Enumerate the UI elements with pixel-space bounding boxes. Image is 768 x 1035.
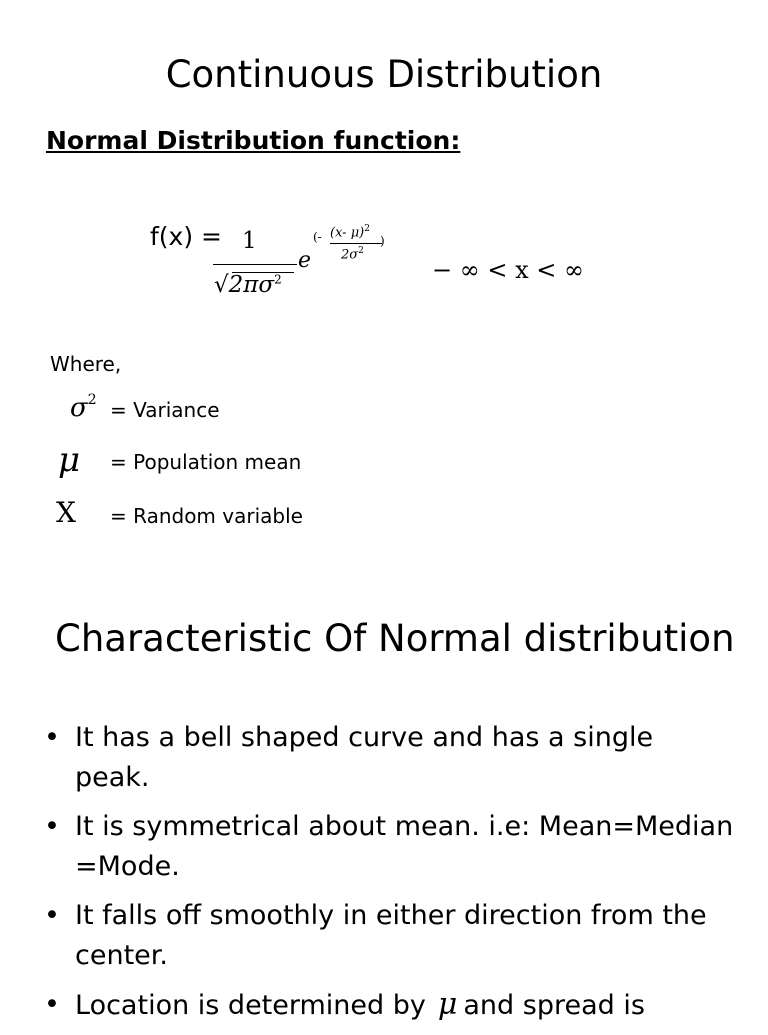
exponent-close: ) xyxy=(380,234,385,248)
formula-denominator xyxy=(214,272,282,298)
exponent-denominator xyxy=(341,246,364,262)
exponent-denominator-text: 2σ xyxy=(341,247,359,263)
random-variable-symbol: X xyxy=(56,496,76,529)
sqrt-bar xyxy=(232,272,294,273)
page-title: Continuous Distribution xyxy=(165,53,603,96)
mu-symbol: μ xyxy=(437,987,458,1022)
list-item: • It falls off smoothly in either direction from the center. xyxy=(44,896,734,976)
list-item xyxy=(44,985,734,1026)
formula-lhs: f(x) = xyxy=(150,222,222,251)
where-label: Where, xyxy=(50,352,122,376)
formula-numerator: 1 xyxy=(242,228,257,254)
sqrt-symbol: √ xyxy=(214,272,229,298)
section-title: Characteristic Of Normal distribution xyxy=(55,617,735,660)
mean-definition: = Population mean xyxy=(110,450,302,474)
list-item: • It has a bell shaped curve and has a single peak. xyxy=(44,718,734,798)
list-item: • It is symmetrical about mean. i.e: Mean=Median =Mode. xyxy=(44,807,734,887)
list-item-text-after: and spread is xyxy=(463,990,645,1021)
characteristics-list xyxy=(44,718,734,1035)
variance-symbol xyxy=(70,392,97,423)
list-item-text-before: Location is determined by xyxy=(75,990,426,1021)
radicand: 2πσ xyxy=(228,272,275,298)
variance-definition: = Variance xyxy=(110,398,220,422)
sigma-glyph: σ xyxy=(70,393,88,423)
exp-base: e xyxy=(298,248,312,273)
exponent-numerator xyxy=(330,224,370,240)
exponent-open: (- xyxy=(313,230,322,244)
sigma-power: 2 xyxy=(87,392,97,408)
formula-range: − ∞ < x < ∞ xyxy=(432,256,584,284)
exponent-fraction-bar xyxy=(330,243,382,244)
exponent-numerator-power: 2 xyxy=(364,224,370,234)
fraction-bar xyxy=(213,264,297,265)
radicand-power: 2 xyxy=(274,272,282,287)
random-variable-definition: = Random variable xyxy=(110,504,303,528)
exponent-denominator-power: 2 xyxy=(358,246,364,256)
exponent-numerator-text: (x- μ) xyxy=(330,225,365,241)
mean-symbol: μ xyxy=(58,440,81,480)
section-subheading: Normal Distribution function: xyxy=(46,126,461,155)
